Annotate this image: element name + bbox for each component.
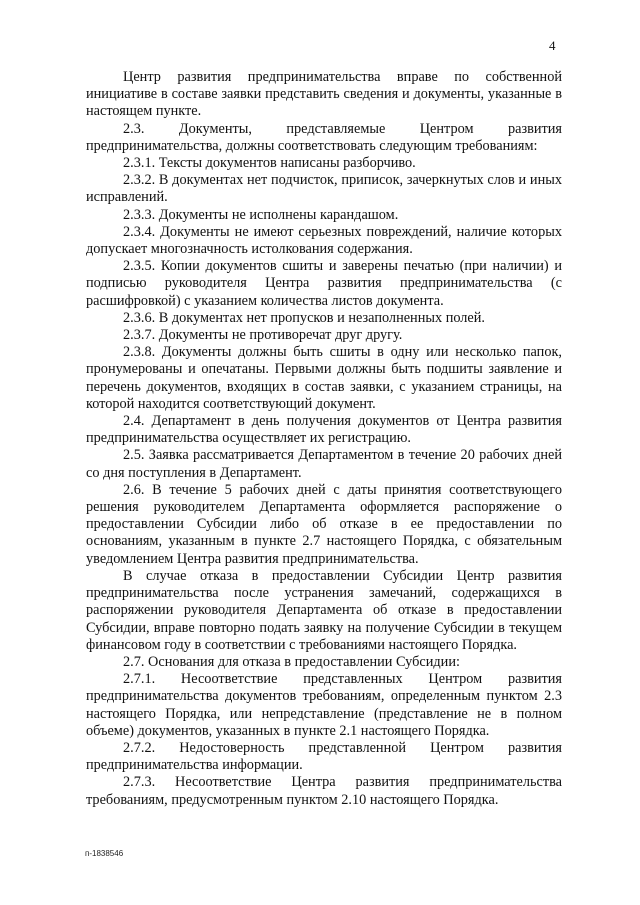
document-id: п-1838546 [85,849,124,858]
page-number: 4 [549,38,556,53]
paragraph-2-5: 2.5. Заявка рассматривается Департаментом в течение 20 рабочих дней со дня поступления в Департамент. [86,447,562,481]
paragraph-2-3-8: 2.3.8. Документы должны быть сшиты в одну или несколько папок, пронумерованы и опечатаны. Первыми должны быть подшиты заявление и перечень документов, входящих в состав заявки, с указанием страницы, на которой находится соответствующий документ. [86,344,562,412]
paragraph-2-3-4: 2.3.4. Документы не имеют серьезных повреждений, наличие которых допускает многозначность истолкования содержания. [86,223,562,258]
paragraph-2-3-6: 2.3.6. В документах нет пропусков и незаполненных полей. [123,309,486,326]
paragraph-2-4: 2.4. Департамент в день получения документов от Центра развития предпринимательства осуществляет их регистрацию. [86,413,562,447]
paragraph-2-3-3: 2.3.3. Документы не исполнены карандашом. [123,206,399,223]
document-body [86,69,562,809]
paragraph-2-3-7: 2.3.7. Документы не противоречат друг другу. [123,327,403,344]
paragraph-2-3-2: 2.3.2. В документах нет подчисток, приписок, зачеркнутых слов и иных исправлений. [86,172,562,206]
paragraph-2-7-1: 2.7.1. Несоответствие представленных Центром развития предпринимательства документов требованиям, определенным пунктом 2.3 настоящего Порядка, или непредставление (представление не в полном объеме) документов, указанных в пункте 2.1 настоящего Порядка. [86,671,562,739]
paragraph-intro: Центр развития предпринимательства вправе по собственной инициативе в составе заявки представить сведения и документы, указанные в настоящем пункте. [86,69,562,120]
paragraph-2-7: 2.7. Основания для отказа в предоставлении Субсидии: [123,653,460,670]
paragraph-refusal-case: В случае отказа в предоставлении Субсидии Центр развития предпринимательства после устранения замечаний, содержащихся в распоряжении руководителя Департамента об отказе в предоставлении Субсидии, вправе повторно подать заявку на получение Субсидии в текущем финансовом году в соответствии с требованиями настоящего Порядка. [86,567,562,653]
paragraph-2-3: 2.3. Документы, представляемые Центром развития предпринимательства, должны соответствовать следующим требованиям: [86,120,562,154]
paragraph-2-3-1: 2.3.1. Тексты документов написаны разборчиво. [123,155,416,172]
paragraph-2-6: 2.6. В течение 5 рабочих дней с даты принятия соответствующего решения руководителем Департамента оформляется распоряжение о предоставлении Субсидии либо об отказе в ее предоставлении по основаниям, указанным в пункте 2.7 настоящего Порядка, с обязательным уведомлением Центра развития предпринимательства. [86,481,562,567]
paragraph-2-7-3: 2.7.3. Несоответствие Центра развития предпринимательства требованиям, предусмотренным пунктом 2.10 настоящего Порядка. [86,774,562,808]
paragraph-2-7-2: 2.7.2. Недостоверность представленной Центром развития предпринимательства информации. [86,739,562,774]
paragraph-2-3-5: 2.3.5. Копии документов сшиты и заверены печатью (при наличии) и подписью руководителя Центра развития предпринимательства (с расшифровкой) с указанием количества листов документа. [86,258,562,309]
